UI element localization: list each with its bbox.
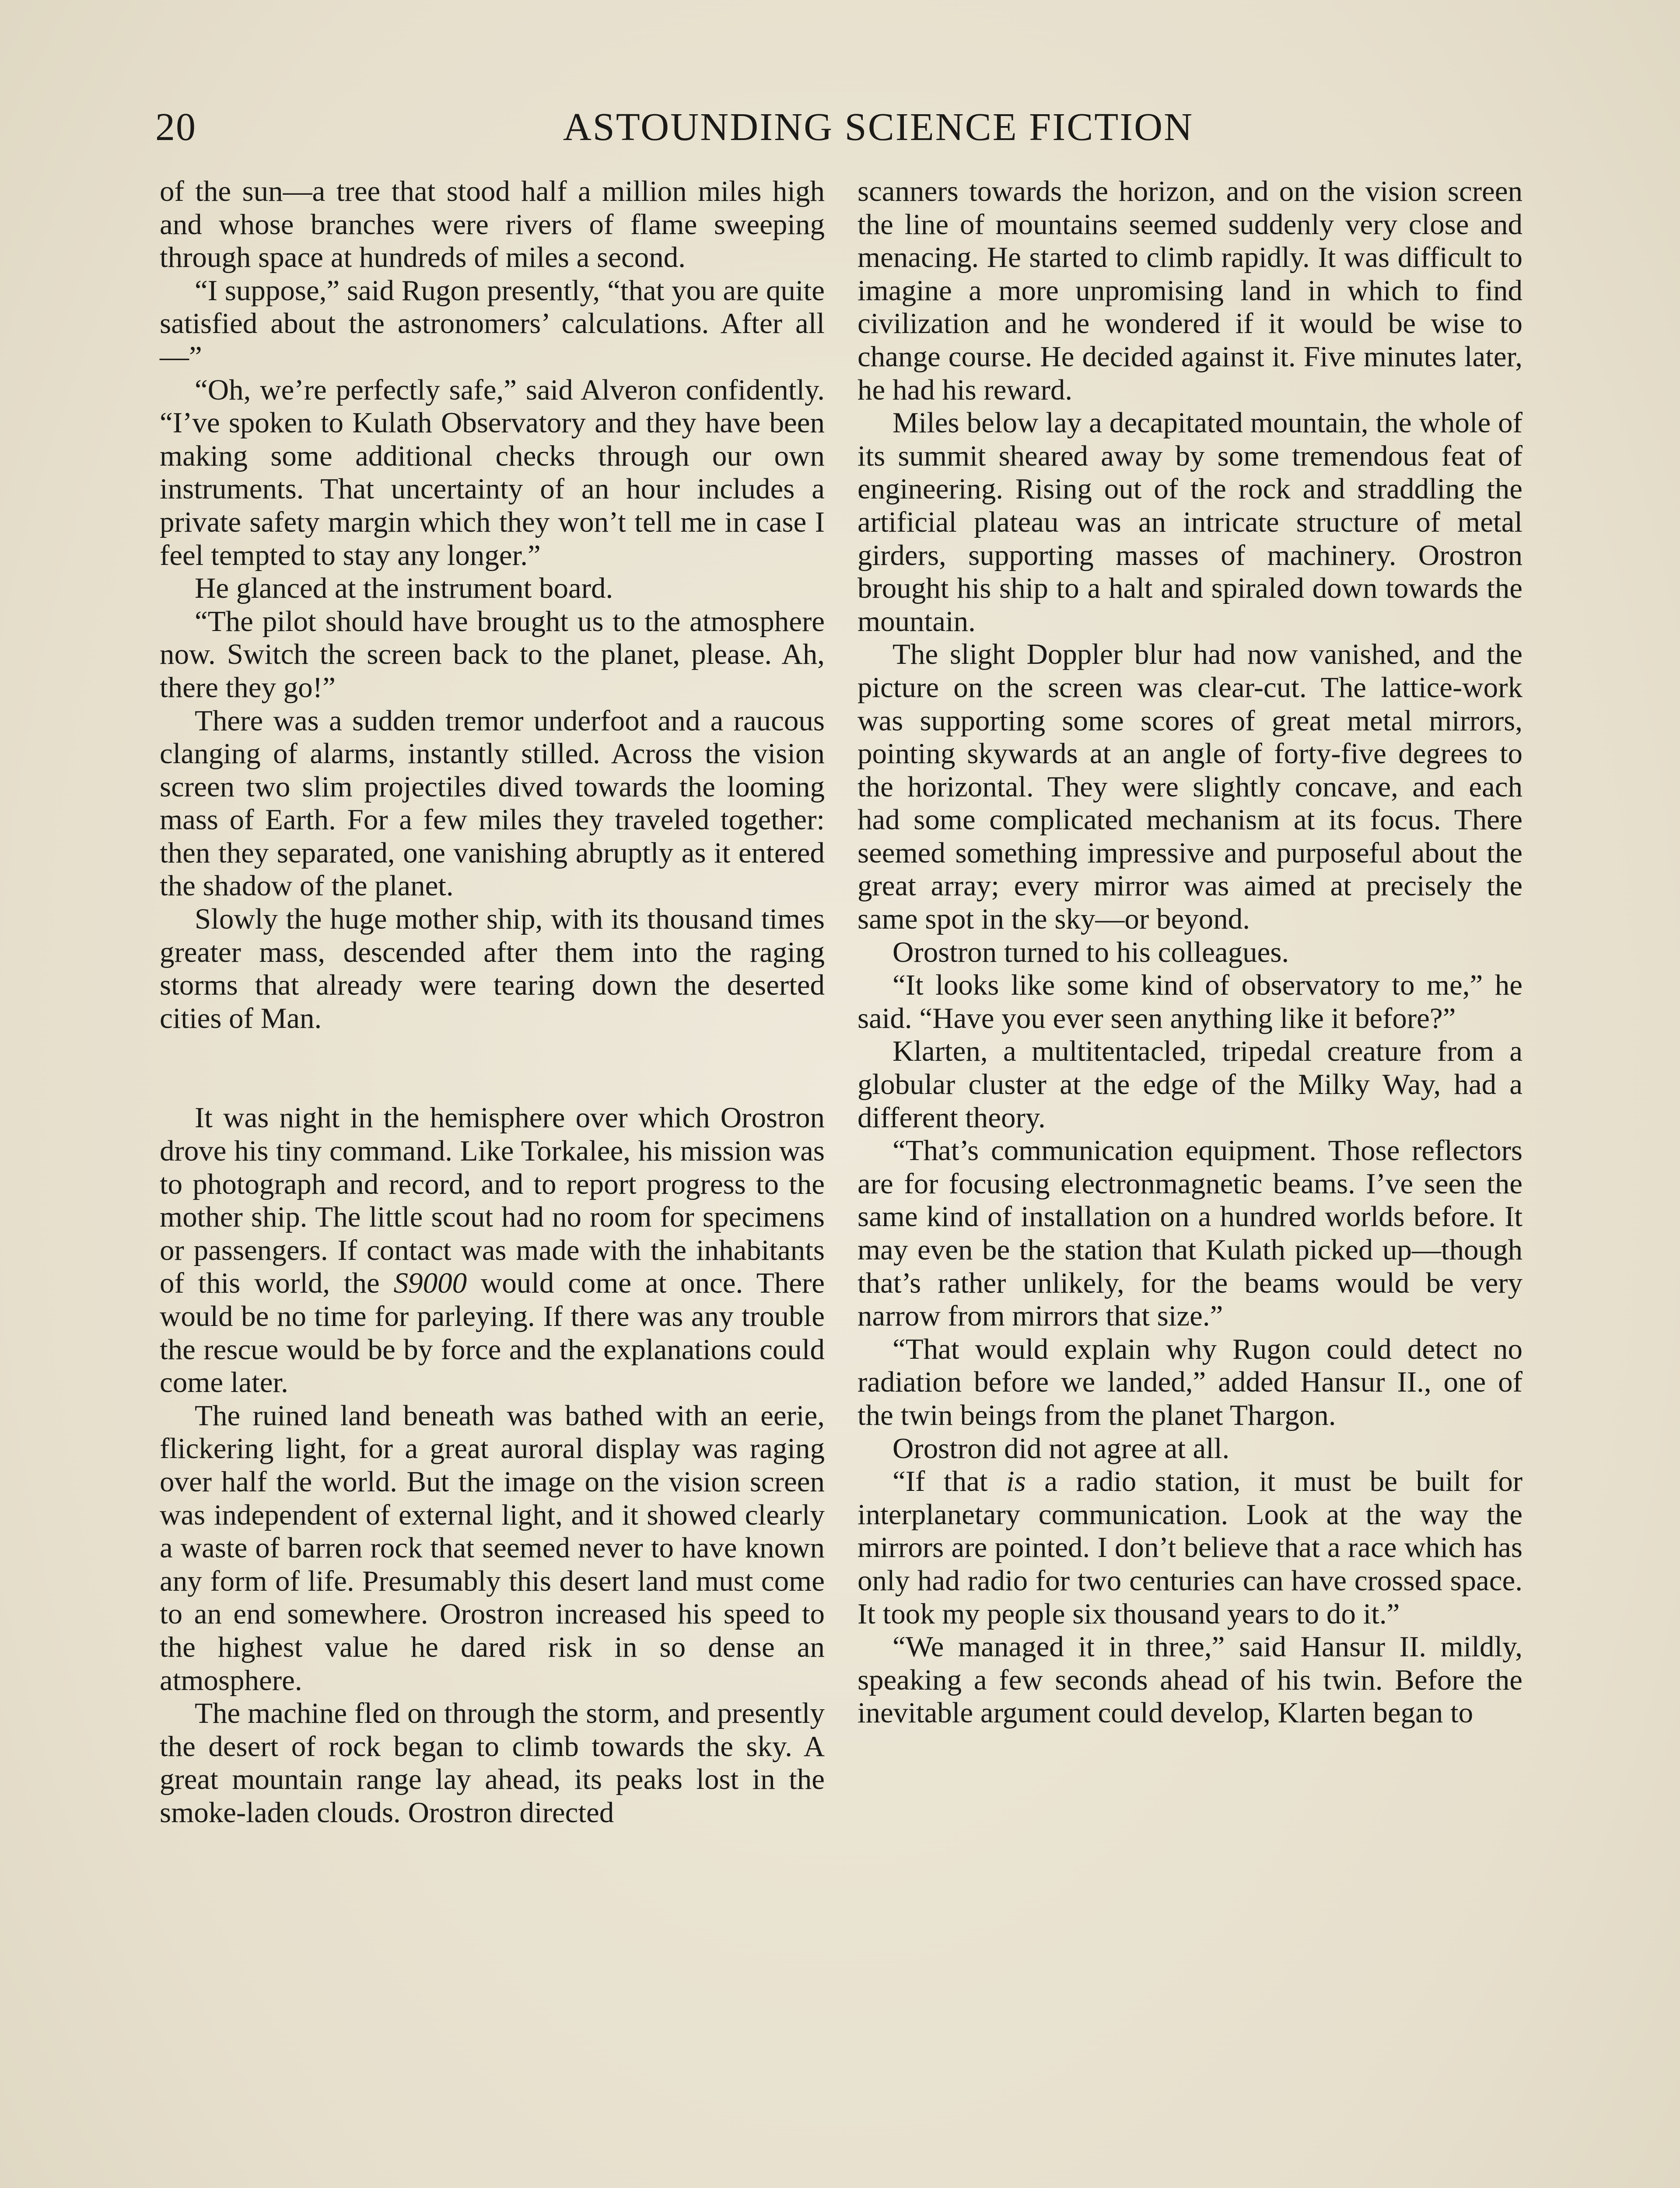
ship-name: S9000 xyxy=(393,1267,467,1300)
page-number: 20 xyxy=(155,105,196,149)
paragraph xyxy=(858,1465,1522,1630)
text-run: would come at once. There would be no time for parleying. If there was any trouble the rescue would be by force and the explanations could come later. xyxy=(160,1267,825,1399)
paragraph: “Oh, we’re perfectly safe,” said Alveron confidently. “I’ve spoken to Kulath Observatory and they have been making some additional checks through our own instruments. That uncertainty of an hour includes a private safety margin which they won’t tell me in case I feel tempted to stay any longer.” xyxy=(160,373,825,572)
paragraph: The machine fled on through the storm, and presently the desert of rock began to climb towards the sky. A great mountain range lay ahead, its peaks lost in the smoke-laden clouds. Orostron directed xyxy=(160,1697,825,1829)
text-run: “If that xyxy=(892,1465,1007,1498)
left-column xyxy=(160,175,825,1830)
paragraph: Miles below lay a decapitated mountain, the whole of its summit sheared away by some tremendous feat of engineering. Rising out of the rock and straddling the artificial plateau was an intricate structure of metal girders, supporting masses of machinery. Orostron brought his ship to a halt and spiraled down towards the mountain. xyxy=(858,407,1522,638)
text-run: a radio station, it must be built for interplanetary communication. Look at the way the mirrors are pointed. I don’t believe that a race which has only had radio for two centuries can have crossed space. It took my people six thousand years to do it.” xyxy=(858,1465,1523,1630)
paragraph: “It looks like some kind of observatory to me,” he said. “Have you ever seen anything like it before?” xyxy=(858,969,1522,1034)
paragraph: “That would explain why Rugon could detect no radiation before we landed,” added Hansur II., one of the twin beings from the planet Thargon. xyxy=(858,1332,1522,1431)
emphasis: is xyxy=(1006,1465,1026,1498)
paragraph: There was a sudden tremor underfoot and a raucous clanging of alarms, instantly stilled. Across the vision screen two slim projectiles dived towards the looming mass of Earth. For a few miles they traveled together: then they separated, one vanishing abruptly as it entered the shadow of the planet. xyxy=(160,704,825,902)
paragraph: Klarten, a multitentacled, tripedal creature from a globular cluster at the edge of the Milky Way, had a different theory. xyxy=(858,1035,1522,1134)
paragraph: “The pilot should have brought us to the atmosphere now. Switch the screen back to the planet, please. Ah, there they go!” xyxy=(160,605,825,704)
paragraph: Orostron did not agree at all. xyxy=(892,1432,1230,1465)
text-run: It was night in the hemisphere over which Orostron drove his tiny command. Like Torkalee, his mission was to photograph and record, and to report progress to the mother ship. The little scout had no room for specimens or passengers. If contact was made with the inhabitants of this world, the xyxy=(160,1101,825,1300)
paragraph: The slight Doppler blur had now vanished, and the picture on the screen was clear-cut. The lattice-work was supporting some scores of great metal mirrors, pointing skywards at an angle of forty-five degrees to the horizontal. They were slightly concave, and each had some complicated mechanism at its focus. There seemed something impressive and purposeful about the great array; every mirror was aimed at precisely the same spot in the sky—or beyond. xyxy=(858,638,1522,936)
paragraph xyxy=(160,1101,825,1399)
magazine-title: ASTOUNDING SCIENCE FICTION xyxy=(563,105,1194,149)
paragraph: of the sun—a tree that stood half a million miles high and whose branches were rivers of flame sweeping through space at hundreds of miles a second. xyxy=(160,175,825,274)
right-column xyxy=(858,175,1522,1730)
paragraph: The ruined land beneath was bathed with an eerie, flickering light, for a great auroral display was raging over half the world. But the image on the vision screen was independent of external light, and it showed clearly a waste of barren rock that seemed never to have known any form of life. Presumably this desert land must come to an end somewhere. Orostron increased his speed to the highest value he dared risk in so dense an atmosphere. xyxy=(160,1399,825,1697)
paragraph: Orostron turned to his colleagues. xyxy=(892,936,1289,968)
paragraph: He glanced at the instrument board. xyxy=(195,572,613,605)
paragraph: “We managed it in three,” said Hansur II. mildly, speaking a few seconds ahead of his twin. Before the inevitable argument could develop, Klarten began to xyxy=(858,1630,1522,1729)
paragraph: Slowly the huge mother ship, with its thousand times greater mass, descended after them into the raging storms that already were tearing down the deserted cities of Man. xyxy=(160,903,825,1034)
paragraph: “I suppose,” said Rugon presently, “that you are quite satisfied about the astronomers’ calculations. After all—” xyxy=(160,274,825,373)
paragraph: scanners towards the horizon, and on the vision screen the line of mountains seemed suddenly very close and menacing. He started to climb rapidly. It was difficult to imagine a more unpromising land in which to find civilization and he wondered if it would be wise to change course. He decided against it. Five minutes later, he had his reward. xyxy=(858,175,1522,406)
paragraph: “That’s communication equipment. Those reflectors are for focusing electronmagnetic beams. I’ve seen the same kind of installation on a hundred worlds before. It may even be the station that Kulath picked up—though that’s rather unlikely, for the beams would be very narrow from mirrors that size.” xyxy=(858,1134,1522,1332)
page-header xyxy=(155,103,1531,151)
